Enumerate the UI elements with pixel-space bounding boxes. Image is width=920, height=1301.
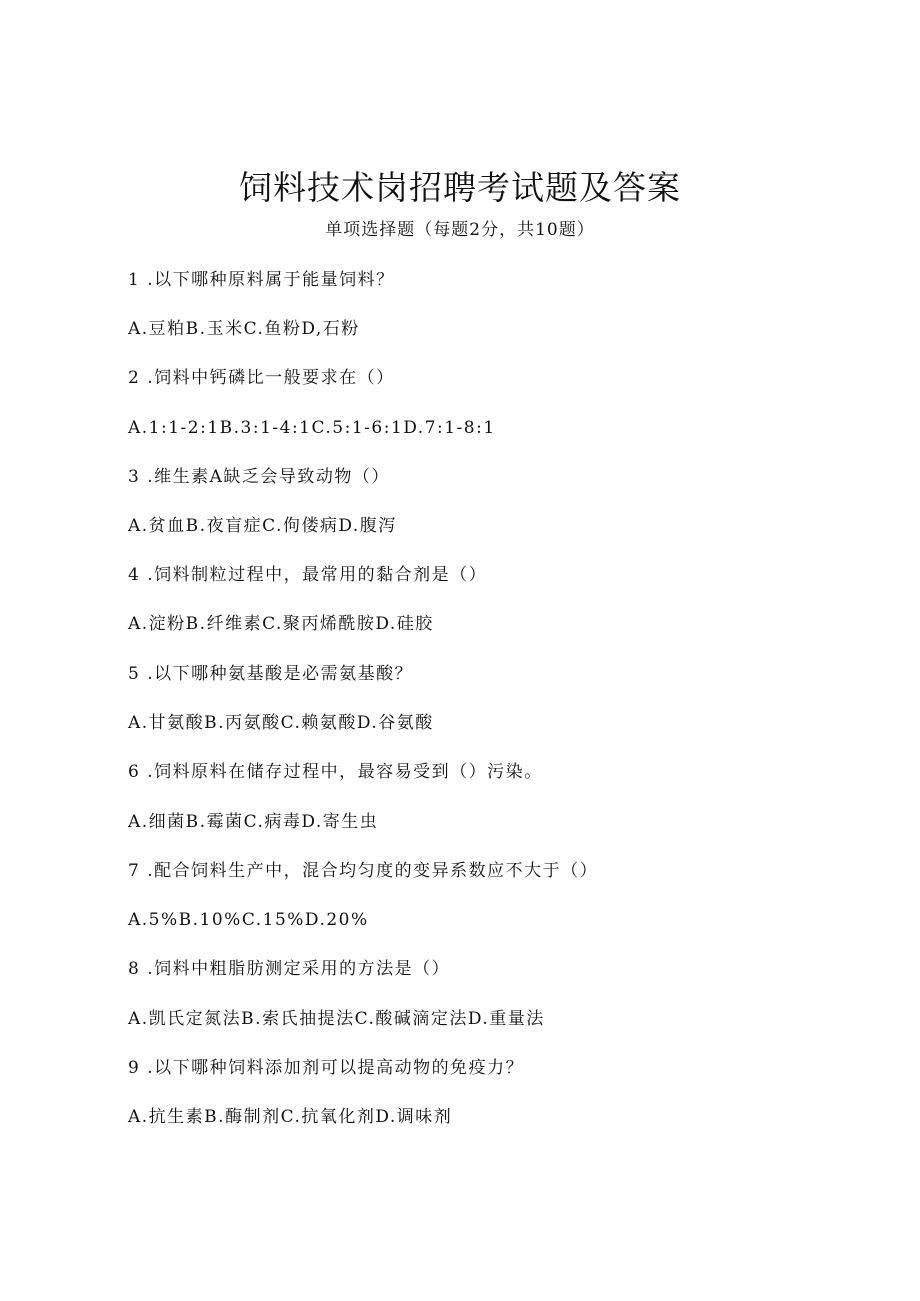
question-4: 4 .饲料制粒过程中，最常用的黏合剂是（） <box>128 565 488 585</box>
options-6: A.细菌B.霉菌C.病毒D.寄生虫 <box>128 812 379 832</box>
options-1: A.豆粕B.玉米C.鱼粉D,石粉 <box>128 319 360 339</box>
options-9: A.抗生素B.酶制剂C.抗氧化剂D.调味剂 <box>128 1107 453 1127</box>
options-3: A.贫血B.夜盲症C.佝偻病D.腹泻 <box>128 516 397 536</box>
options-7: A.5%B.10%C.15%D.20% <box>128 910 369 930</box>
document-title: 饲料技术岗招聘考试题及答案 <box>239 168 681 207</box>
question-6: 6 .饲料原料在储存过程中，最容易受到（）污染。 <box>128 762 543 782</box>
options-2: A.1:1-2:1B.3:1-4:1C.5:1-6:1D.7:1-8:1 <box>128 418 496 438</box>
question-2: 2 .饲料中钙磷比一般要求在（） <box>128 368 395 388</box>
section-heading: 单项选择题（每题2分，共10题） <box>325 220 595 240</box>
question-9: 9 .以下哪种饲料添加剂可以提高动物的免疫力？ <box>128 1058 525 1078</box>
options-5: A.甘氨酸B.丙氨酸C.赖氨酸D.谷氨酸 <box>128 713 434 733</box>
question-3: 3 .维生素A缺乏会导致动物（） <box>128 467 390 487</box>
question-7: 7 .配合饲料生产中，混合均匀度的变异系数应不大于（） <box>128 861 599 881</box>
question-5: 5 .以下哪种氨基酸是必需氨基酸？ <box>128 664 414 684</box>
question-8: 8 .饲料中粗脂肪测定采用的方法是（） <box>128 959 451 979</box>
question-1: 1 .以下哪种原料属于能量饲料？ <box>128 270 395 290</box>
options-4: A.淀粉B.纤维素C.聚丙烯酰胺D.硅胶 <box>128 614 434 634</box>
options-8: A.凯氏定氮法B.索氏抽提法C.酸碱滴定法D.重量法 <box>128 1009 545 1029</box>
